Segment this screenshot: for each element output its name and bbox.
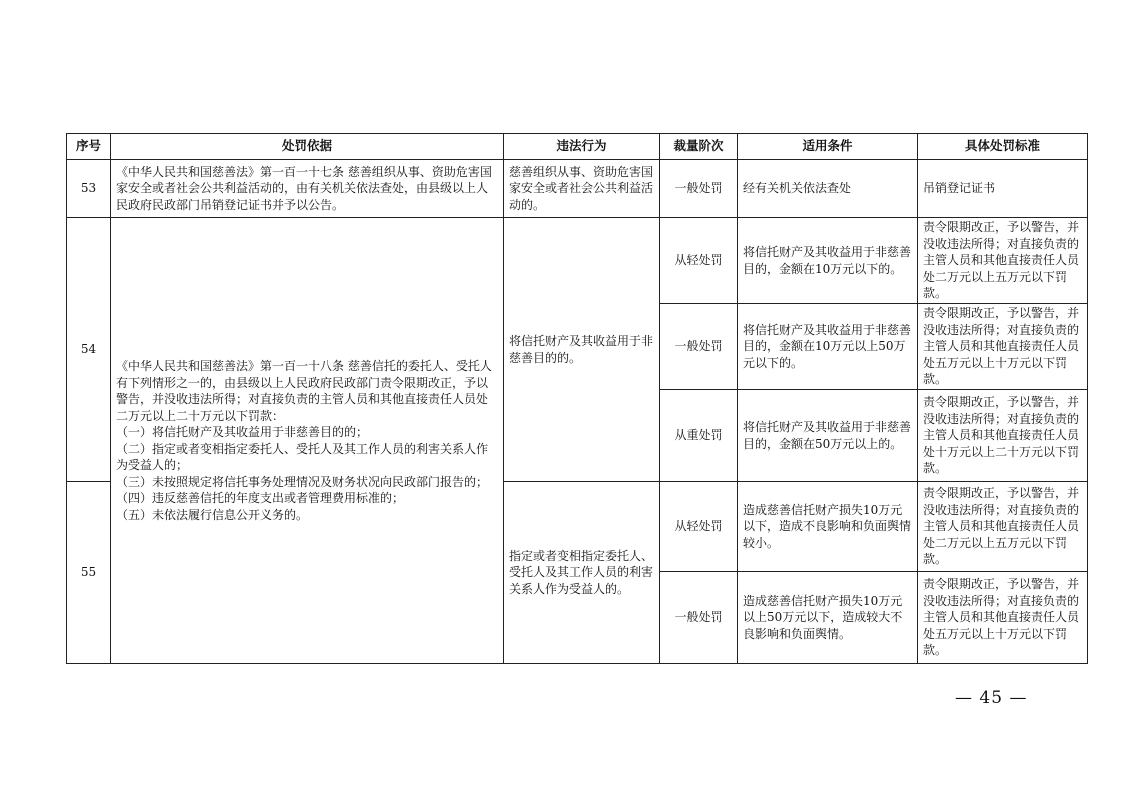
standard-cell: 吊销登记证书: [918, 160, 1088, 218]
standard-cell: 责令限期改正，予以警告，并没收违法所得；对直接负责的主管人员和其他直接责任人员处十万元以上二十万元以下罚款。: [918, 390, 1088, 482]
standard-cell: 责令限期改正，予以警告，并没收违法所得；对直接负责的主管人员和其他直接责任人员处二万元以上五万元以下罚款。: [918, 218, 1088, 304]
seq-cell: 53: [67, 160, 111, 218]
shared-basis-cell: [111, 218, 504, 664]
header-violation: 违法行为: [504, 134, 660, 160]
level-cell: 一般处罚: [660, 160, 738, 218]
level-cell: 一般处罚: [660, 572, 738, 664]
level-cell: 从重处罚: [660, 390, 738, 482]
standard-cell: 责令限期改正，予以警告，并没收违法所得；对直接负责的主管人员和其他直接责任人员处五万元以上十万元以下罚款。: [918, 304, 1088, 390]
basis-item-1: （一）将信托财产及其收益用于非慈善目的的；: [116, 425, 369, 439]
table-row-53: [67, 160, 1088, 218]
basis-item-4: （四）违反慈善信托的年度支出或者管理费用标准的；: [116, 491, 405, 505]
standard-cell: 责令限期改正，予以警告，并没收违法所得；对直接负责的主管人员和其他直接责任人员处二万元以上五万元以下罚款。: [918, 482, 1088, 572]
penalty-standards-table: [66, 133, 1088, 664]
condition-cell: 造成慈善信托财产损失10万元以下，造成不良影响和负面舆情较小。: [738, 482, 918, 572]
table-header-row: [67, 134, 1088, 160]
violation-cell: 将信托财产及其收益用于非慈善目的的。: [504, 218, 660, 482]
header-condition: 适用条件: [738, 134, 918, 160]
header-seq: 序号: [67, 134, 111, 160]
table-row-54-light: [67, 218, 1088, 304]
condition-cell: 将信托财产及其收益用于非慈善目的，金额在50万元以上的。: [738, 390, 918, 482]
violation-cell: 指定或者变相指定委托人、受托人及其工作人员的利害关系人作为受益人的。: [504, 482, 660, 664]
level-cell: 一般处罚: [660, 304, 738, 390]
basis-intro: 《中华人民共和国慈善法》第一百一十八条 慈善信托的委托人、受托人有下列情形之一的，由县级以上人民政府民政部门责令限期改正，予以警告，并没收违法所得；对直接负责的主管人员和其他直接责任人员处二万元以上二十万元以下罚款：: [116, 359, 492, 423]
condition-cell: 经有关机关依法查处: [738, 160, 918, 218]
basis-item-3: （三）未按照规定将信托事务处理情况及财务状况向民政部门报告的；: [116, 474, 489, 489]
level-cell: 从轻处罚: [660, 218, 738, 304]
basis-cell: 《中华人民共和国慈善法》第一百一十七条 慈善组织从事、资助危害国家安全或者社会公共利益活动的，由有关机关依法查处，由县级以上人民政府民政部门吊销登记证书并予以公告。: [111, 160, 504, 218]
condition-cell: 造成慈善信托财产损失10万元以上50万元以下，造成较大不良影响和负面舆情。: [738, 572, 918, 664]
condition-cell: 将信托财产及其收益用于非慈善目的，金额在10万元以下的。: [738, 218, 918, 304]
violation-cell: 慈善组织从事、资助危害国家安全或者社会公共利益活动的。: [504, 160, 660, 218]
basis-item-2: （二）指定或者变相指定委托人、受托人及其工作人员的利害关系人作为受益人的；: [116, 441, 489, 472]
seq-cell: 55: [67, 482, 111, 664]
standard-cell: 责令限期改正，予以警告，并没收违法所得；对直接负责的主管人员和其他直接责任人员处五万元以上十万元以下罚款。: [918, 572, 1088, 664]
basis-item-5: （五）未依法履行信息公开义务的。: [116, 507, 309, 522]
level-cell: 从轻处罚: [660, 482, 738, 572]
header-basis: 处罚依据: [111, 134, 504, 160]
page-number: — 45 —: [955, 688, 1028, 708]
header-level: 裁量阶次: [660, 134, 738, 160]
seq-cell: 54: [67, 218, 111, 482]
header-standard: 具体处罚标准: [918, 134, 1088, 160]
condition-cell: 将信托财产及其收益用于非慈善目的，金额在10万元以上50万元以下的。: [738, 304, 918, 390]
